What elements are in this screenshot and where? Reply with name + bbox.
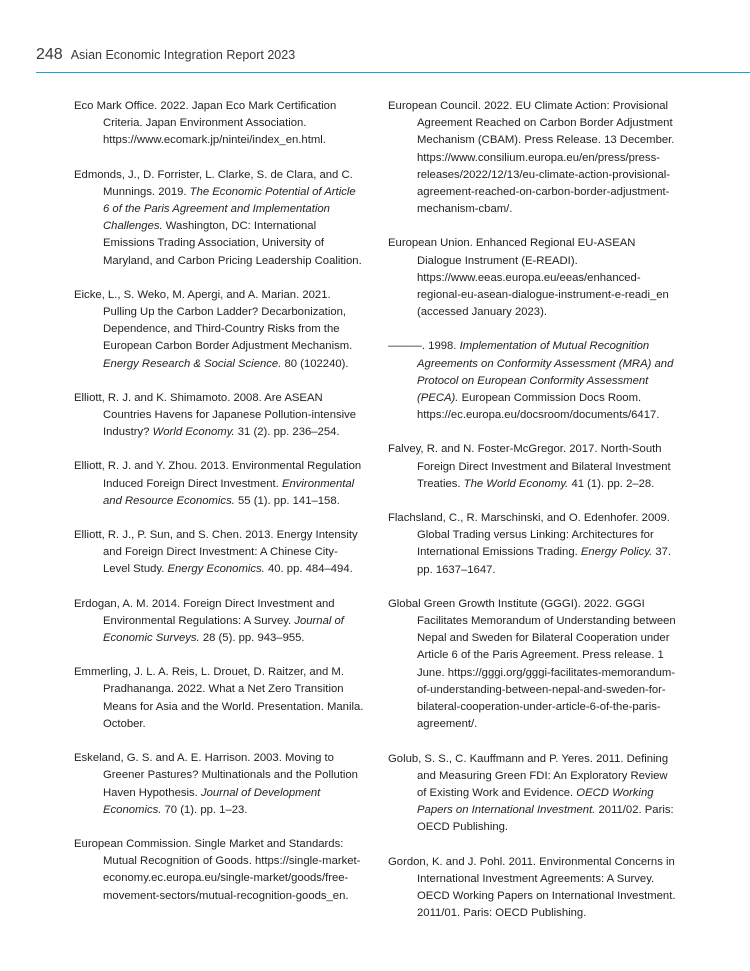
reference-text: 41 (1). pp. 2–28. bbox=[568, 477, 655, 490]
page-number: 248 bbox=[36, 46, 63, 63]
reference-gap bbox=[74, 150, 364, 167]
reference-text: European Commission. Single Market and Standards: Mutual Recognition of Goods. https://single-market-economy.ec.europa.eu/single-market/goods/free-movement-sectors/mutual-recognition-goods_en. bbox=[74, 837, 361, 902]
reference-text: 2011/02. Paris: OECD Publishing. bbox=[417, 804, 674, 834]
reference-text: 28 (5). pp. 943–955. bbox=[199, 632, 305, 645]
reference-gap bbox=[388, 837, 678, 854]
reference-text: Elliott, R. J. and K. Shimamoto. 2008. Are ASEAN Countries Havens for Japanese Pollution-intensive Industry? bbox=[74, 391, 357, 439]
reference-gap bbox=[388, 579, 678, 596]
reference-entry bbox=[388, 235, 678, 321]
reference-text: 31 (2). pp. 236–254. bbox=[234, 426, 340, 439]
reference-gap bbox=[74, 579, 364, 596]
reference-source-title: Environmental and Resource Economics. bbox=[103, 477, 355, 507]
reference-text: 40. pp. 484–494. bbox=[264, 563, 353, 576]
reference-text: Flachsland, C., R. Marschinski, and O. Edenhofer. 2009. Global Trading versus Linking: Architectures for International Emissions Trading. bbox=[388, 512, 670, 559]
reference-source-title: Journal of Economic Surveys. bbox=[103, 614, 344, 645]
reference-entry bbox=[74, 167, 364, 270]
reference-entry bbox=[74, 836, 364, 905]
reference-entry bbox=[388, 510, 678, 579]
reference-source-title: Implementation of Mutual Recognition Agreements on Conformity Assessment (MRA) and Protocol on European Conformity Assessment (PECA). bbox=[417, 340, 674, 405]
reference-entry bbox=[74, 596, 364, 648]
running-header bbox=[36, 46, 295, 68]
reference-gap bbox=[74, 819, 364, 836]
left-column bbox=[74, 98, 364, 905]
reference-source-title: Journal of Development Economics. bbox=[103, 786, 321, 816]
reference-entry bbox=[388, 441, 678, 493]
reference-text: Global Green Growth Institute (GGGI). 2022. GGGI Facilitates Memorandum of Understanding between Nepal and Sweden for Bilateral Cooperation under Article 6 of the Paris Agreement. Press release. 1 June. https://gggi.org/gggi-facilitates-memorandum-of-understanding-between-nepal-and-sweden-for-bilateral-cooperation-under-article-6-of-the-paris-agreement/. bbox=[388, 597, 676, 731]
reference-entry bbox=[74, 750, 364, 819]
reference-entry bbox=[388, 854, 678, 923]
reference-text: Washington, DC: International Emissions Trading Association, University of Maryland, and Carbon Pricing Leadership Coalition. bbox=[103, 220, 362, 267]
reference-text: European Commission Docs Room. https://ec.europa.eu/docsroom/documents/6417. bbox=[417, 392, 660, 422]
reference-entry bbox=[388, 338, 678, 424]
reference-entry bbox=[388, 98, 678, 218]
reference-entry bbox=[74, 287, 364, 373]
reference-text: Elliott, R. J., P. Sun, and S. Chen. 2013. Energy Intensity and Foreign Direct Investment: A Chinese City-Level Study. bbox=[74, 529, 358, 576]
right-column bbox=[388, 98, 678, 922]
reference-entry bbox=[388, 751, 678, 837]
reference-text: Eskeland, G. S. and A. E. Harrison. 2003. Moving to Greener Pastures? Multinationals and the Pollution Haven Hypothesis. bbox=[74, 752, 358, 799]
reference-text: Edmonds, J., D. Forrister, L. Clarke, S. de Clara, and C. Munnings. 2019. bbox=[74, 168, 353, 198]
reference-entry bbox=[74, 390, 364, 442]
header-rule bbox=[36, 72, 750, 73]
reference-gap bbox=[74, 510, 364, 527]
reference-text: 37. pp. 1637–1647. bbox=[417, 546, 672, 576]
reference-entry bbox=[388, 596, 678, 734]
reference-entry bbox=[74, 527, 364, 579]
reference-text: 80 (102240). bbox=[281, 357, 349, 370]
reference-source-title: OECD Working Papers on International Investment. bbox=[417, 786, 654, 817]
reference-source-title: The Economic Potential of Article 6 of the Paris Agreement and Implementation Challenges. bbox=[103, 185, 356, 233]
reference-text: Golub, S. S., C. Kauffmann and P. Yeres. 2011. Defining and Measuring Green FDI: An Exploratory Review of Existing Work and Evidence. bbox=[388, 752, 669, 799]
reference-gap bbox=[74, 647, 364, 664]
reference-text: Elliott, R. J. and Y. Zhou. 2013. Environmental Regulation Induced Foreign Direct Investment. bbox=[74, 460, 362, 490]
reference-source-title: World Economy. bbox=[152, 426, 235, 439]
reference-entry bbox=[74, 98, 364, 150]
reference-source-title: Energy Policy. bbox=[580, 546, 653, 559]
reference-text: European Union. Enhanced Regional EU-ASEAN Dialogue Instrument (E-READI). https://www.eeas.europa.eu/eeas/enhanced-regional-eu-asean-dialogue-instrument-e-readi_en (accessed January 2023). bbox=[388, 237, 669, 319]
reference-gap bbox=[74, 441, 364, 458]
reference-source-title: Energy Economics. bbox=[167, 563, 265, 576]
reference-source-title: The World Economy. bbox=[463, 477, 569, 490]
reference-text: 70 (1). pp. 1–23. bbox=[161, 803, 248, 816]
reference-gap bbox=[74, 733, 364, 750]
reference-text: 55 (1). pp. 141–158. bbox=[234, 494, 340, 507]
report-title: Asian Economic Integration Report 2023 bbox=[70, 48, 296, 62]
reference-text: Falvey, R. and N. Foster-McGregor. 2017. North-South Foreign Direct Investment and Bilateral Investment Treaties. bbox=[388, 443, 671, 490]
reference-entry bbox=[74, 664, 364, 733]
reference-entry bbox=[74, 458, 364, 510]
reference-gap bbox=[388, 493, 678, 510]
reference-text: Emmerling, J. L. A. Reis, L. Drouet, D. Raitzer, and M. Pradhananga. 2022. What a Net Zero Transition Means for Asia and the World. Presentation. Manila. October. bbox=[74, 666, 364, 730]
reference-text: European Council. 2022. EU Climate Action: Provisional Agreement Reached on Carbon Border Adjustment Mechanism (CBAM). Press Release. 13 December. https://www.consilium.europa.eu/en/press/press-releases/2022/12/13/eu-climate-action-provisional-agreement-reached-on-carbon-border-adjustment-mechanism-cbam/. bbox=[388, 100, 675, 216]
reference-text: Gordon, K. and J. Pohl. 2011. Environmental Concerns in International Investment Agreements: A Survey. OECD Working Papers on International Investment. 2011/01. Paris: OECD Publishing. bbox=[388, 855, 676, 920]
reference-gap bbox=[388, 321, 678, 338]
reference-gap bbox=[74, 270, 364, 287]
reference-gap bbox=[388, 734, 678, 751]
reference-text: Eco Mark Office. 2022. Japan Eco Mark Certification Criteria. Japan Environment Association. https://www.ecomark.jp/nintei/index_en.html. bbox=[74, 100, 337, 147]
reference-gap bbox=[388, 424, 678, 441]
reference-text: Eicke, L., S. Weko, M. Apergi, and A. Marian. 2021. Pulling Up the Carbon Ladder? Decarbonization, Dependence, and Third-Country Risks from the European Carbon Border Adjustment Mechanism. bbox=[74, 288, 353, 353]
reference-gap bbox=[388, 218, 678, 235]
reference-gap bbox=[74, 373, 364, 390]
reference-text: ———. 1998. bbox=[388, 340, 460, 353]
reference-source-title: Energy Research & Social Science. bbox=[103, 357, 282, 370]
reference-text: Erdogan, A. M. 2014. Foreign Direct Investment and Environmental Regulations: A Survey. bbox=[74, 597, 335, 627]
